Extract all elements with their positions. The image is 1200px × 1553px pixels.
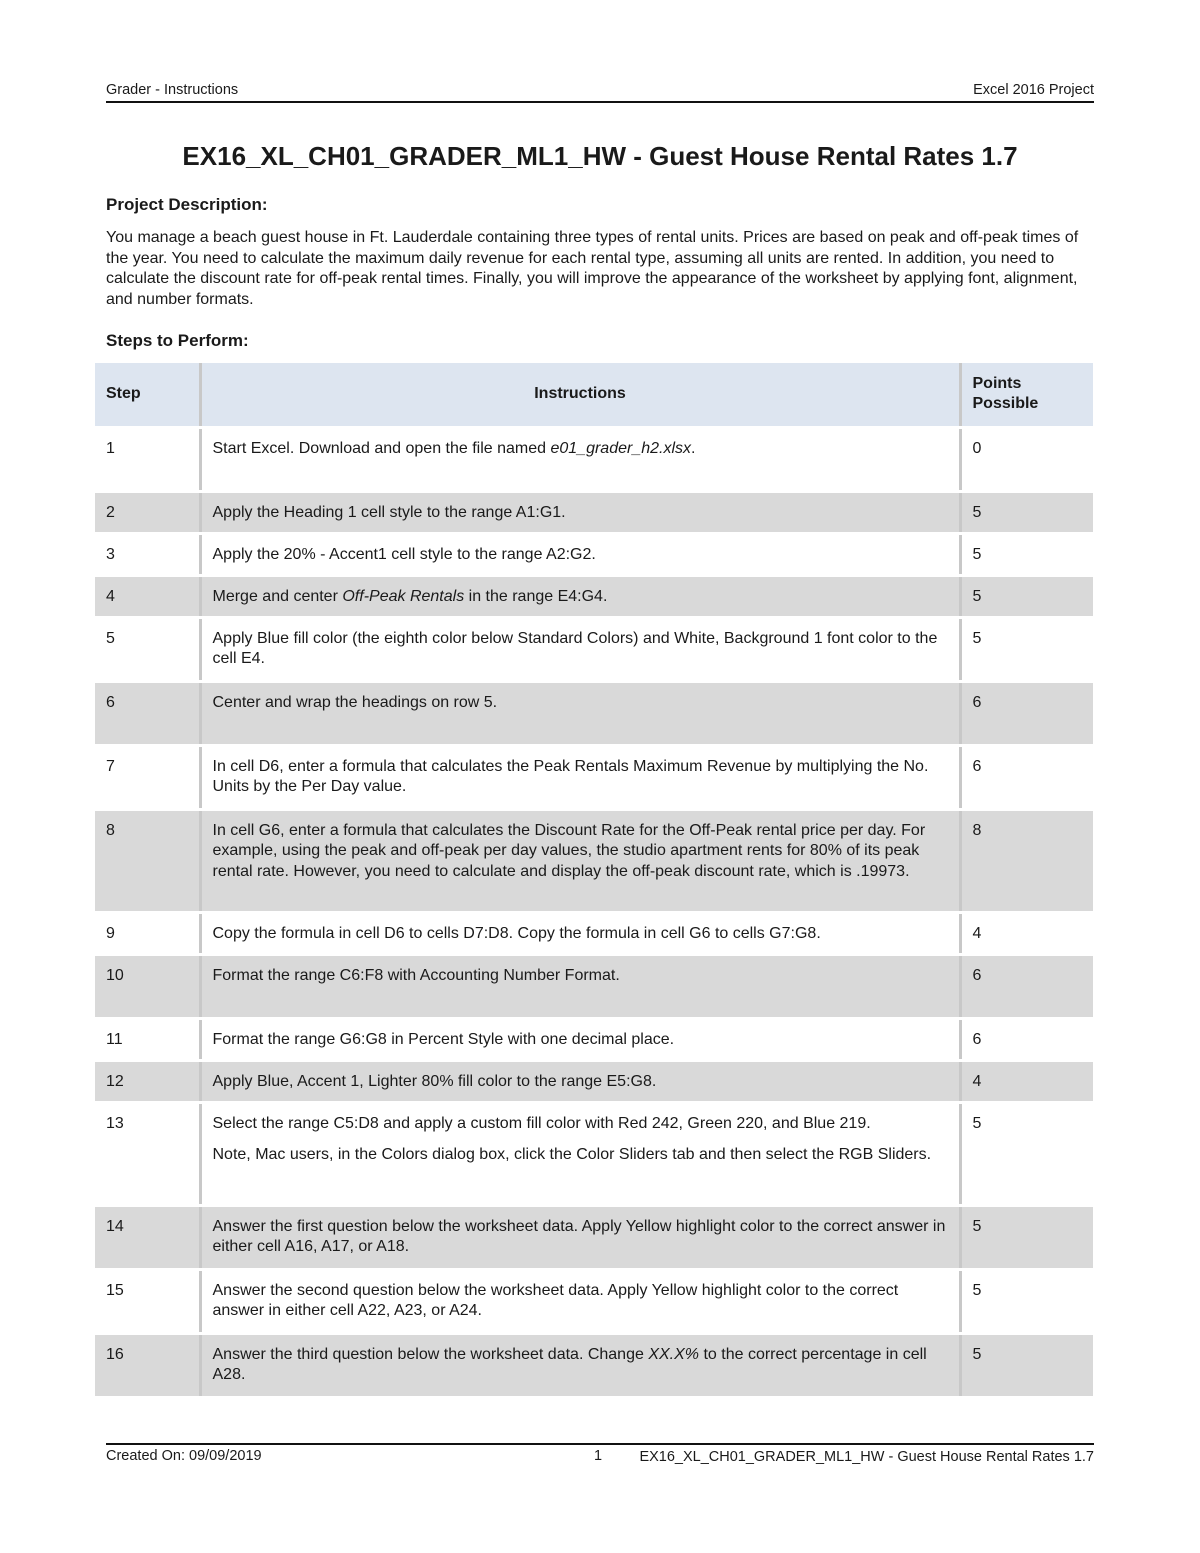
table-row: [95, 1018, 1093, 1060]
step-instruction: Apply the 20% - Accent1 cell style to the range A2:G2.: [200, 533, 960, 575]
step-points: 5: [960, 1269, 1093, 1333]
step-instruction: Format the range C6:F8 with Accounting Number Format.: [200, 954, 960, 1018]
table-row: [95, 427, 1093, 491]
table-row: [95, 954, 1093, 1018]
step-number: 9: [95, 912, 200, 954]
step-number: 14: [95, 1205, 200, 1269]
header-left-text: Grader - Instructions: [106, 82, 239, 98]
project-description-heading: Project Description:: [106, 195, 268, 214]
step-instruction: Answer the first question below the worksheet data. Apply Yellow highlight color to the correct answer in either cell A16, A17, or A18.: [200, 1205, 960, 1269]
step-points: 8: [960, 809, 1093, 912]
step-number: 10: [95, 954, 200, 1018]
step-number: 15: [95, 1269, 200, 1333]
table-row: [95, 1333, 1093, 1397]
step-points: 5: [960, 575, 1093, 617]
step-points: 6: [960, 745, 1093, 809]
step-points: 6: [960, 681, 1093, 745]
step-number: 7: [95, 745, 200, 809]
step-points: 6: [960, 1018, 1093, 1060]
table-row: [95, 745, 1093, 809]
footer-document-name: EX16_XL_CH01_GRADER_ML1_HW - Guest House Rental Rates 1.7: [639, 1449, 1094, 1465]
header-step: Step: [95, 363, 200, 427]
header-instructions: Instructions: [200, 363, 960, 427]
step-instruction: Format the range G6:G8 in Percent Style with one decimal place.: [200, 1018, 960, 1060]
step-points: 4: [960, 1060, 1093, 1102]
step-number: 1: [95, 427, 200, 491]
footer-created-date: Created On: 09/09/2019: [106, 1448, 262, 1464]
table-row: [95, 491, 1093, 533]
step-instruction: Answer the third question below the worksheet data. Change XX.X% to the correct percentage in cell A28.: [200, 1333, 960, 1397]
step-instruction: Center and wrap the headings on row 5.: [200, 681, 960, 745]
table-row: [95, 912, 1093, 954]
steps-heading: Steps to Perform:: [106, 331, 249, 350]
step-points: 5: [960, 617, 1093, 681]
step-number: 2: [95, 491, 200, 533]
step-number: 8: [95, 809, 200, 912]
step-instruction: Start Excel. Download and open the file named e01_grader_h2.xlsx.: [200, 427, 960, 491]
header-divider: [106, 101, 1094, 103]
step-number: 16: [95, 1333, 200, 1397]
table-row: [95, 809, 1093, 912]
footer-divider: [106, 1443, 1094, 1445]
step-number: 6: [95, 681, 200, 745]
step-note: Note, Mac users, in the Colors dialog box, click the Color Sliders tab and then select the RGB Sliders.: [212, 1146, 932, 1163]
step-points: 4: [960, 912, 1093, 954]
step-points: 5: [960, 491, 1093, 533]
table-header-row: [95, 363, 1093, 427]
table-row: [95, 533, 1093, 575]
step-points: 6: [960, 954, 1093, 1018]
table-row: [95, 1269, 1093, 1333]
step-instruction: Apply Blue, Accent 1, Lighter 80% fill color to the range E5:G8.: [200, 1060, 960, 1102]
step-instruction: Copy the formula in cell D6 to cells D7:D8. Copy the formula in cell G6 to cells G7:G8.: [200, 912, 960, 954]
step-instruction: Apply Blue fill color (the eighth color below Standard Colors) and White, Background 1 font color to the cell E4.: [200, 617, 960, 681]
step-points: 5: [960, 533, 1093, 575]
step-points: 0: [960, 427, 1093, 491]
footer-page-number: 1: [594, 1448, 603, 1464]
table-row: [95, 1102, 1093, 1205]
step-points: 5: [960, 1333, 1093, 1397]
steps-table: [95, 363, 1093, 1399]
step-instruction: Select the range C5:D8 and apply a custom fill color with Red 242, Green 220, and Blue 219. Note, Mac users, in the Colors dialog box, click the Color Sliders tab and then select the RGB Sliders.: [200, 1102, 960, 1205]
step-instruction: In cell G6, enter a formula that calculates the Discount Rate for the Off-Peak rental price per day. For example, using the peak and off-peak per day values, the studio apartment rents for 80% of its peak rental rate. However, you need to calculate and display the off-peak discount rate, which is .19973.: [200, 809, 960, 912]
document-title: EX16_XL_CH01_GRADER_ML1_HW - Guest House Rental Rates 1.7: [182, 141, 1018, 171]
step-instruction: Apply the Heading 1 cell style to the range A1:G1.: [200, 491, 960, 533]
table-row: [95, 1205, 1093, 1269]
project-description-text: You manage a beach guest house in Ft. Lauderdale containing three types of rental units. Prices are based on peak and off-peak times of the year. You need to calculate the maximum daily revenue for each rental type, assuming all units are rented. In addition, you need to calculate the discount rate for off-peak rental times. Finally, you will improve the appearance of the worksheet by applying font, alignment, and number formats.: [106, 229, 1079, 308]
header-points: Points Possible: [960, 363, 1093, 427]
step-number: 5: [95, 617, 200, 681]
step-number: 3: [95, 533, 200, 575]
table-row: [95, 681, 1093, 745]
step-instruction: Merge and center Off-Peak Rentals in the range E4:G4.: [200, 575, 960, 617]
header-right-text: Excel 2016 Project: [973, 82, 1094, 98]
step-points: 5: [960, 1102, 1093, 1205]
step-points: 5: [960, 1205, 1093, 1269]
table-row: [95, 575, 1093, 617]
step-instruction: In cell D6, enter a formula that calculates the Peak Rentals Maximum Revenue by multiplying the No. Units by the Per Day value.: [200, 745, 960, 809]
table-row: [95, 617, 1093, 681]
step-number: 4: [95, 575, 200, 617]
step-number: 11: [95, 1018, 200, 1060]
step-instruction: Answer the second question below the worksheet data. Apply Yellow highlight color to the correct answer in either cell A22, A23, or A24.: [200, 1269, 960, 1333]
step-number: 12: [95, 1060, 200, 1102]
table-row: [95, 1060, 1093, 1102]
page-header: [106, 82, 1094, 98]
step-number: 13: [95, 1102, 200, 1205]
